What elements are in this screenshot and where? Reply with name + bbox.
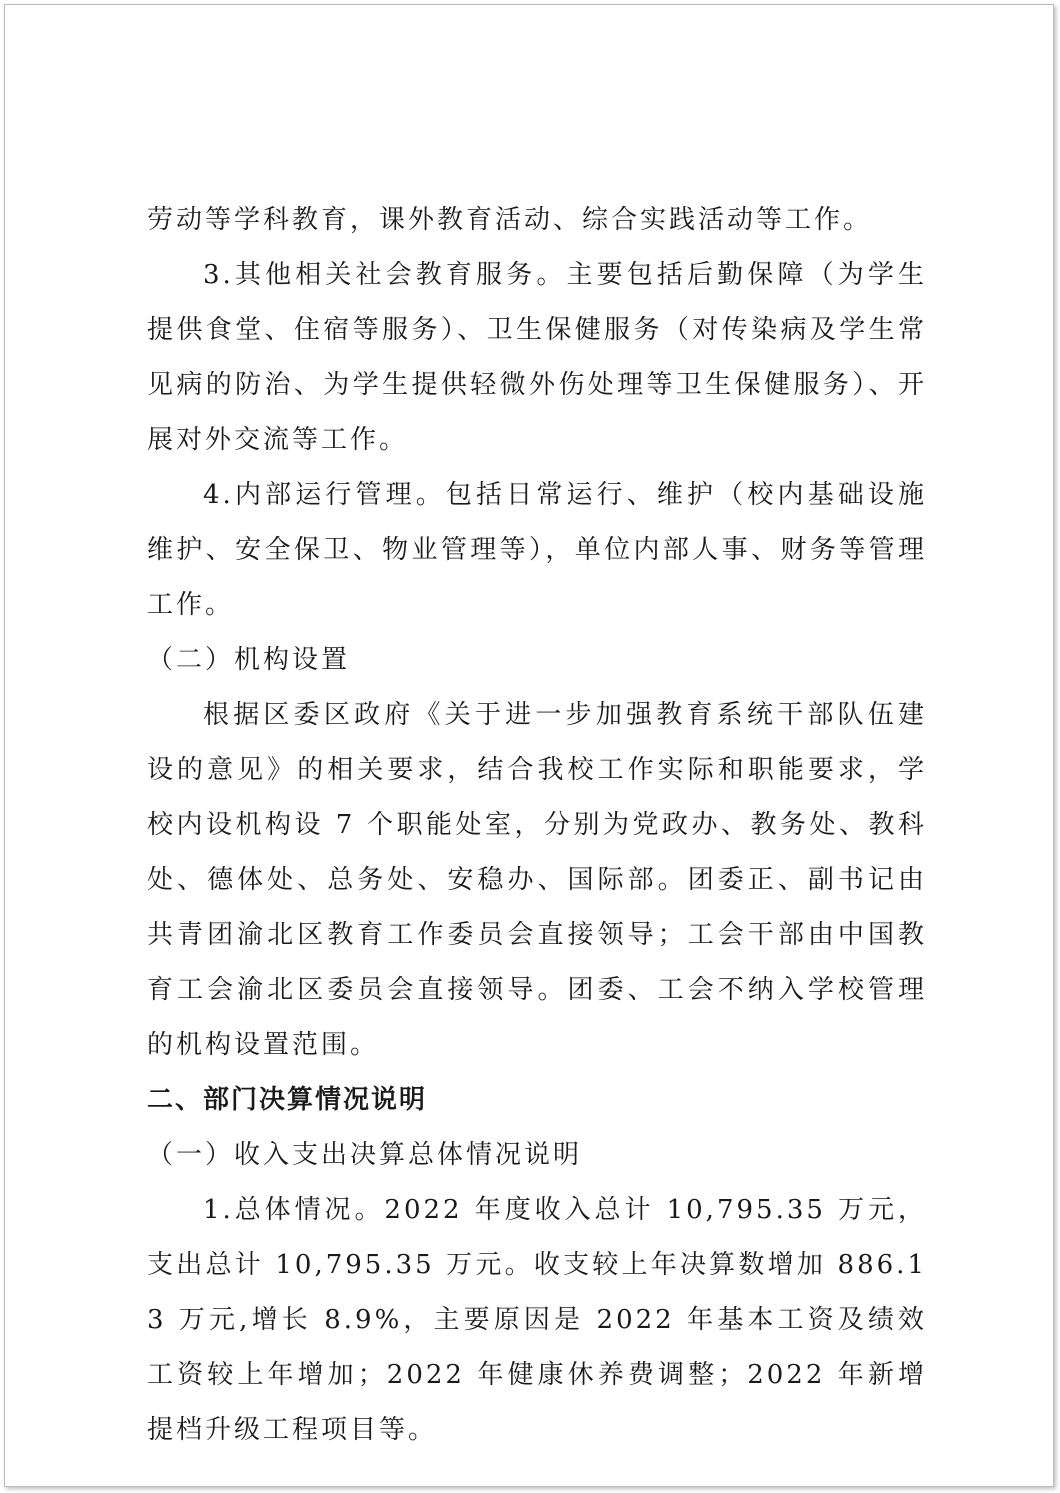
document-page bbox=[4, 4, 1054, 1487]
paragraph-overall-situation: 1.总体情况。2022 年度收入总计 10,795.35 万元，支出总计 10,795.35 万元。收支较上年决算数增加 886.13 万元,增长 8.9%，主要原因是 2022 年基本工资及绩效工资较上年增加；2022 年健康休养费调整；2022 年新增提档升级工程项目等。 bbox=[147, 1195, 927, 1445]
paragraph-org-structure: 根据区委区政府《关于进一步加强教育系统干部队伍建设的意见》的相关要求，结合我校工作实际和职能要求，学校内设机构设 7 个职能处室，分别为党政办、教务处、教科处、德体处、总务处、安稳办、国际部。团委正、副书记由共青团渝北区教育工作委员会直接领导；工会干部由中国教育工会渝北区委员会直接领导。团委、工会不纳入学校管理的机构设置范围。 bbox=[147, 700, 927, 1060]
paragraph-continuation: 劳动等学科教育，课外教育活动、综合实践活动等工作。 bbox=[147, 205, 873, 235]
heading-org-structure: （二）机构设置 bbox=[147, 645, 351, 675]
paragraph-social-services: 3.其他相关社会教育服务。主要包括后勤保障（为学生提供食堂、住宿等服务）、卫生保健服务（对传染病及学生常见病的防治、为学生提供轻微外伤处理等卫生保健服务）、开展对外交流等工作。 bbox=[147, 260, 927, 455]
page-body bbox=[147, 193, 927, 1458]
heading-section-two: 二、部门决算情况说明 bbox=[147, 1085, 428, 1115]
heading-income-expense: （一）收入支出决算总体情况说明 bbox=[147, 1140, 583, 1170]
paragraph-internal-management: 4.内部运行管理。包括日常运行、维护（校内基础设施维护、安全保卫、物业管理等），单位内部人事、财务等管理工作。 bbox=[147, 480, 927, 620]
